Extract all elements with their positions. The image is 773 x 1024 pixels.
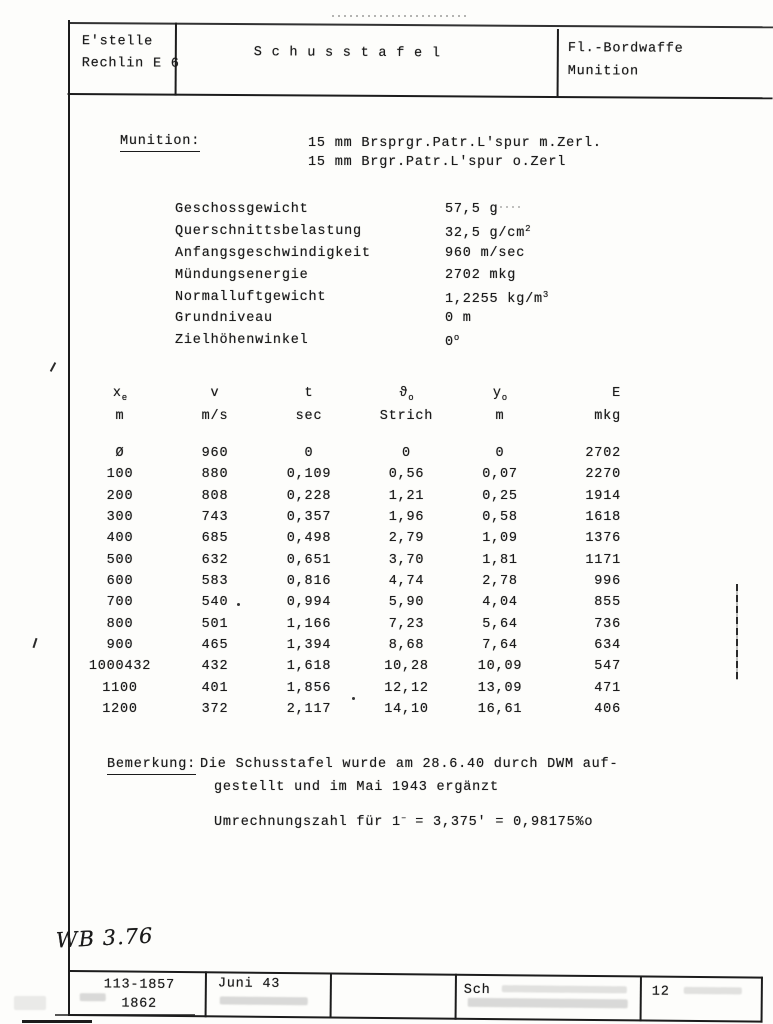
table-cell: 4,74 bbox=[388, 574, 425, 590]
table-cell: 0 bbox=[402, 446, 411, 461]
footer-doc-number-line1: 113-1857 bbox=[103, 977, 176, 994]
scan-artifact-bottom-line bbox=[55, 1014, 195, 1016]
table-row bbox=[70, 638, 631, 659]
table-cell: 743 bbox=[201, 510, 229, 526]
parameter-row bbox=[175, 290, 548, 312]
footer-divider-3 bbox=[455, 974, 457, 1020]
parameter-label: Mündungsenergie bbox=[175, 267, 309, 283]
table-cell: 471 bbox=[594, 680, 621, 696]
footer-page-number: 12 bbox=[651, 984, 670, 1000]
table-cell: 800 bbox=[106, 616, 134, 632]
table-cell: 14,10 bbox=[384, 702, 429, 718]
scan-artifact-top-dashes bbox=[332, 15, 467, 17]
parameter-value: 1,2255 $kg/m^3$ bbox=[445, 289, 549, 307]
table-cell: 13,09 bbox=[477, 680, 523, 696]
parameter-row bbox=[175, 224, 548, 246]
parameter-unit-exponent: 2 bbox=[525, 223, 531, 234]
table-cell: 808 bbox=[201, 488, 229, 504]
table-cell: Ø bbox=[115, 446, 125, 461]
column-symbol: t bbox=[304, 386, 314, 401]
column-symbol-subscript: o bbox=[501, 393, 508, 403]
parameter-label: Anfangsgeschwindigkeit bbox=[175, 245, 371, 261]
table-cell: 855 bbox=[594, 595, 621, 611]
table-cell: 100 bbox=[106, 467, 134, 483]
table-cell: 465 bbox=[201, 638, 229, 654]
ballistic-parameters bbox=[175, 202, 548, 355]
weapon-type-line2: Munition bbox=[567, 64, 639, 80]
table-cell: 1,394 bbox=[286, 638, 332, 654]
column-symbol-subscript: e bbox=[121, 393, 128, 403]
table-cell: 0,109 bbox=[286, 467, 332, 483]
header-box bbox=[68, 22, 773, 99]
firing-table-header-symbols bbox=[70, 386, 631, 403]
table-cell: 900 bbox=[106, 638, 134, 654]
table-cell: 0,228 bbox=[286, 488, 332, 504]
office-name-line1: E'stelle bbox=[81, 34, 154, 50]
table-cell: 540 bbox=[201, 595, 229, 611]
ink-smudge bbox=[220, 996, 308, 1005]
table-cell: 1,09 bbox=[482, 531, 518, 547]
table-cell: 2270 bbox=[585, 467, 621, 483]
table-row bbox=[70, 531, 631, 552]
footer-signature: Sch bbox=[463, 982, 491, 999]
ink-smudge bbox=[502, 985, 627, 993]
table-cell: 400 bbox=[106, 531, 134, 547]
table-cell: 4,04 bbox=[482, 595, 518, 611]
table-cell: 1,166 bbox=[286, 616, 332, 632]
column-symbol: $x_e$ bbox=[112, 386, 128, 403]
remark-line3 bbox=[214, 813, 593, 830]
table-row bbox=[70, 574, 631, 595]
parameter-value: 2702 mkg bbox=[445, 267, 517, 283]
table-cell: 1000432 bbox=[88, 659, 152, 675]
parameter-unit-exponent: 3 bbox=[542, 289, 549, 300]
parameter-value: 32,5 $g/cm^2$ bbox=[445, 223, 531, 241]
column-unit: m bbox=[495, 409, 505, 424]
table-cell: 2,79 bbox=[388, 531, 425, 547]
table-cell: 8,68 bbox=[388, 638, 425, 654]
remark-line2: gestellt und im Mai 1943 ergänzt bbox=[214, 780, 499, 795]
table-cell: 0,58 bbox=[482, 510, 518, 526]
table-cell: 0,357 bbox=[286, 510, 332, 526]
table-cell: 7,64 bbox=[482, 638, 518, 654]
table-cell: 7,23 bbox=[388, 616, 425, 632]
table-cell: 401 bbox=[201, 680, 229, 696]
table-cell: 1200 bbox=[102, 702, 138, 718]
table-row bbox=[70, 510, 631, 531]
parameter-row bbox=[175, 202, 548, 224]
table-cell: 501 bbox=[201, 616, 229, 632]
column-unit: mkg bbox=[594, 409, 621, 424]
table-cell: 5,64 bbox=[482, 616, 518, 632]
column-symbol: v bbox=[210, 386, 220, 401]
column-symbol: E bbox=[612, 386, 621, 401]
table-cell: 0 bbox=[304, 446, 314, 461]
ink-smudge bbox=[80, 993, 106, 1001]
parameter-unit-exponent: o bbox=[453, 333, 460, 344]
table-cell: 0,25 bbox=[482, 488, 518, 504]
footer-border-right bbox=[761, 977, 763, 1023]
munition-label: Munition: bbox=[120, 134, 200, 152]
table-row bbox=[70, 681, 631, 702]
scan-artifact-margin-line bbox=[736, 584, 738, 680]
parameter-label: Grundniveau bbox=[175, 311, 273, 327]
table-cell: 0,651 bbox=[286, 552, 332, 568]
parameter-row bbox=[175, 333, 548, 355]
header-divider-2 bbox=[557, 29, 559, 98]
table-cell: 547 bbox=[594, 659, 621, 675]
table-row bbox=[70, 659, 631, 680]
table-cell: 5,90 bbox=[388, 595, 425, 611]
header-border-bottom bbox=[68, 93, 773, 99]
table-cell: 16,61 bbox=[477, 702, 523, 718]
column-unit: sec bbox=[295, 409, 323, 424]
remark-line3-text: Umrechnungszahl für 1 bbox=[214, 815, 401, 830]
table-cell: 600 bbox=[106, 574, 134, 590]
table-cell: 0,07 bbox=[482, 467, 518, 483]
table-cell: 1,96 bbox=[388, 510, 425, 526]
remark-line3-rest: = 3,375' = 0,98175%o bbox=[406, 815, 594, 830]
header-border-top bbox=[68, 22, 773, 28]
table-cell: 372 bbox=[201, 702, 229, 718]
table-cell: 0,994 bbox=[286, 595, 332, 611]
table-cell: 1100 bbox=[102, 680, 138, 696]
table-cell: 0 bbox=[495, 446, 505, 461]
footer-divider-1 bbox=[205, 971, 207, 1017]
table-cell: 2,117 bbox=[286, 702, 332, 718]
table-row bbox=[70, 702, 631, 723]
column-unit: Strich bbox=[379, 409, 434, 424]
table-cell: 1,81 bbox=[482, 552, 518, 568]
table-cell: 0,56 bbox=[388, 467, 425, 483]
scan-artifact-tick bbox=[33, 638, 38, 648]
column-unit: m bbox=[115, 409, 125, 424]
table-cell: 432 bbox=[201, 659, 229, 675]
table-cell: 736 bbox=[594, 616, 621, 632]
munition-line2: 15 mm Brgr.Patr.L'spur o.Zerl bbox=[308, 155, 567, 170]
remark-label: Bemerkung: bbox=[107, 757, 196, 775]
footer-date: Juni 43 bbox=[217, 976, 281, 993]
munition-line1: 15 mm Brsprgr.Patr.L'spur m.Zerl. bbox=[308, 136, 602, 151]
table-cell: 1914 bbox=[585, 488, 621, 504]
parameter-label: Querschnittsbelastung bbox=[175, 223, 362, 239]
parameter-value: 57,5 g bbox=[445, 202, 499, 217]
table-cell: 632 bbox=[201, 552, 229, 568]
table-cell: 2702 bbox=[585, 446, 621, 461]
parameter-label: Normalluftgewicht bbox=[175, 289, 327, 305]
table-cell: 1,21 bbox=[388, 488, 425, 504]
firing-table-body bbox=[70, 446, 631, 723]
table-cell: 996 bbox=[594, 574, 621, 590]
parameter-value: 0 m bbox=[445, 311, 472, 327]
parameter-label: Zielhöhenwinkel bbox=[175, 333, 309, 349]
parameter-row bbox=[175, 311, 548, 333]
strich-mark: – bbox=[400, 813, 407, 823]
column-symbol: $y_o$ bbox=[492, 386, 508, 403]
column-symbol-subscript: o bbox=[408, 393, 414, 403]
footer-doc-number-line2: 1862 bbox=[121, 996, 158, 1012]
table-cell: 200 bbox=[106, 488, 134, 504]
table-cell: 634 bbox=[594, 638, 621, 654]
parameter-row bbox=[175, 268, 548, 290]
footer-divider-4 bbox=[640, 975, 642, 1021]
table-row bbox=[70, 489, 631, 510]
office-name-line2: Rechlin E 6 bbox=[81, 56, 180, 72]
scan-artifact-ink-specks bbox=[500, 206, 524, 208]
firing-table-header-units bbox=[70, 409, 631, 424]
table-cell: 0,498 bbox=[286, 531, 332, 547]
column-unit: m/s bbox=[201, 409, 229, 424]
footer-divider-2 bbox=[330, 972, 332, 1018]
office-name bbox=[82, 31, 180, 76]
table-cell: 300 bbox=[106, 510, 134, 526]
table-cell: 685 bbox=[201, 531, 229, 547]
parameter-row bbox=[175, 246, 548, 268]
scan-artifact-dot bbox=[237, 603, 240, 606]
table-cell: 960 bbox=[201, 446, 229, 461]
table-row bbox=[70, 446, 631, 467]
weapon-type-line1: Fl.-Bordwaffe bbox=[567, 41, 684, 57]
table-cell: 1376 bbox=[585, 531, 621, 547]
handwritten-mark: WB 3.76 bbox=[55, 923, 155, 953]
table-cell: 3,70 bbox=[388, 552, 425, 568]
column-symbol: $ϑ_o$ bbox=[399, 386, 414, 403]
table-cell: 880 bbox=[201, 467, 229, 483]
ink-smudge bbox=[684, 987, 742, 995]
table-row bbox=[70, 553, 631, 574]
scan-artifact-tick bbox=[50, 362, 56, 372]
scan-artifact-corner-line bbox=[22, 1020, 92, 1023]
table-cell: 10,09 bbox=[477, 659, 523, 675]
table-cell: 12,12 bbox=[384, 680, 429, 696]
ink-smudge bbox=[14, 996, 46, 1010]
table-cell: 0,816 bbox=[286, 574, 332, 590]
document-title: S c h u s s t a f e l bbox=[253, 45, 441, 62]
table-cell: 700 bbox=[106, 595, 134, 611]
parameter-label: Geschossgewicht bbox=[175, 202, 309, 217]
table-cell: 500 bbox=[106, 552, 134, 568]
table-row bbox=[70, 467, 631, 488]
table-cell: 1,856 bbox=[286, 680, 332, 696]
table-cell: 10,28 bbox=[384, 659, 429, 675]
table-cell: 1618 bbox=[585, 510, 621, 526]
table-cell: 2,78 bbox=[482, 574, 518, 590]
remark-line1: Die Schusstafel wurde am 28.6.40 durch DWM auf- bbox=[200, 757, 619, 772]
table-row bbox=[70, 617, 631, 638]
scan-artifact-dot bbox=[352, 697, 355, 700]
table-cell: 1171 bbox=[585, 552, 621, 568]
table-cell: 583 bbox=[201, 574, 229, 590]
parameter-value: 960 m/sec bbox=[445, 245, 526, 261]
ink-smudge bbox=[468, 998, 628, 1009]
table-cell: 406 bbox=[594, 702, 621, 718]
munition-list bbox=[308, 134, 602, 172]
parameter-value: 0$^o$ bbox=[445, 333, 460, 351]
table-cell: 1,618 bbox=[286, 659, 332, 675]
table-row bbox=[70, 595, 631, 616]
weapon-type bbox=[568, 37, 684, 84]
